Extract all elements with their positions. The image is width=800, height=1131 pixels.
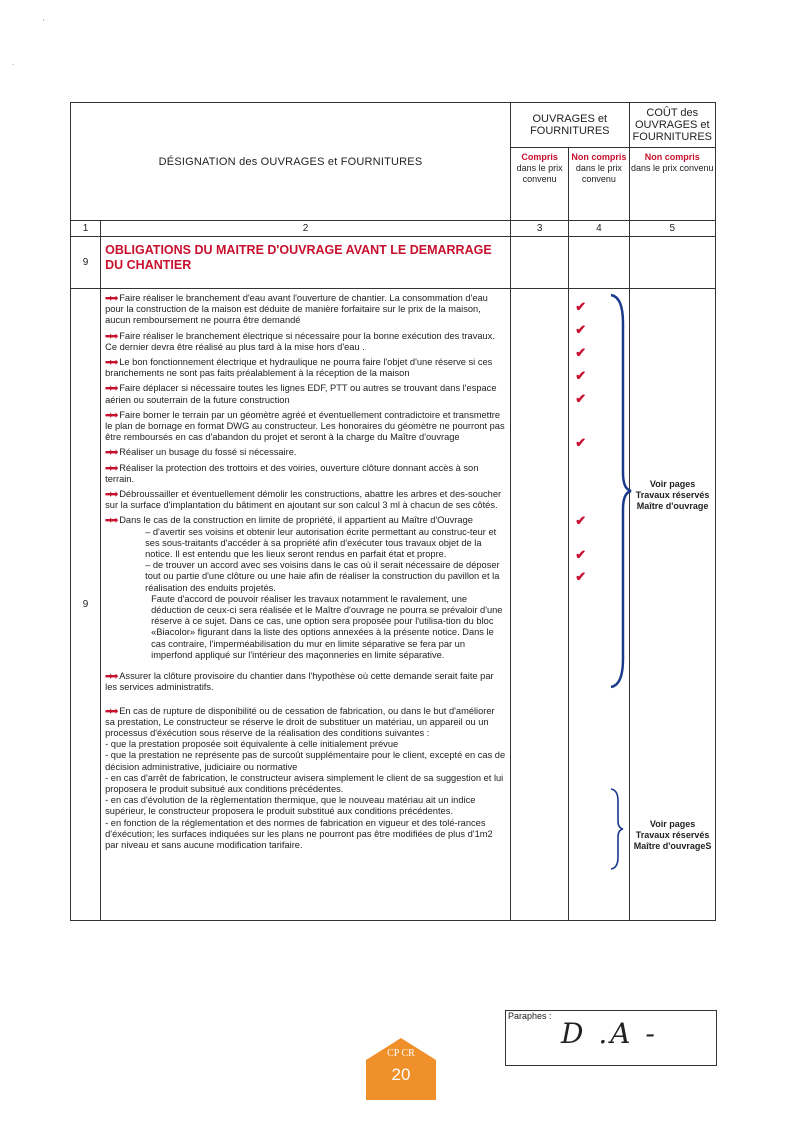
list-item: ➡➡ Faire réaliser le branchement d'eau avant l'ouverture de chantier. La consommation d'eau pour la construction de la maison est déduite de manière forfaitaire sur le prix de la maison, aucun remboursement ne pourra être demandé xyxy=(105,293,488,326)
header-ouvrages: OUVRAGES et FOURNITURES xyxy=(511,103,630,148)
list-item: ➡➡ Faire borner le terrain par un géomètre agréé et éventuellement contradictoire et transmettre le plan de bornage en format DWG au constructeur. Les honoraires du géomètre ne pourront pas être remboursés en cas d'abandon du projet et seront à la charge du Maître d'ouvrage xyxy=(105,409,505,443)
cell-cost xyxy=(629,289,715,921)
mitoyen-sub2: – de trouver un accord avec ses voisins dans le cas où il serait nécessaire de déposer tout ou partie d'une clôture ou une haie afin de réaliser la construction du pavillon et la réalisation des enduits projetés. xyxy=(145,560,500,593)
signature: D .A - xyxy=(561,1017,658,1050)
mitoyen-sub3: Faute d'accord de pouvoir réaliser les travaux notamment le ravalement, une déduction de ceux-ci sera réalisée et le Maître d'ouvrage ne pourra se prévaloir d'une réserve à ce sujet. Dans ce cas, une option sera proposée pour l'utilisa-tion du bloc «Biacolor» figurant dans la liste des options annexées à la présente notice. Dans le cas contraire, l'imperméabilisation du mur en limite séparative se fera par un imperfond appliqué sur l'intérieur des maçonneries en limite séparative. xyxy=(151,593,503,660)
arrow-icon: ➡➡ xyxy=(105,447,117,458)
header-non-compris-cost: Non compris dans le prix convenu xyxy=(629,148,715,221)
check-icon: ✔ xyxy=(575,569,587,584)
house-logo xyxy=(366,1038,436,1100)
check-icon: ✔ xyxy=(575,345,587,360)
cell-compris xyxy=(511,289,569,921)
header-designation: DÉSIGNATION des OUVRAGES et FOURNITURES xyxy=(71,103,511,221)
arrow-icon: ➡➡ xyxy=(105,383,117,394)
header-compris: Compris dans le prix convenu xyxy=(511,148,569,221)
arrow-icon: ➡➡ xyxy=(105,357,117,368)
arrow-icon: ➡➡ xyxy=(105,293,117,303)
list-item: ➡➡ Faire réaliser le branchement électrique si nécessaire pour la bonne exécution des travaux. Ce dernier devra être réalisé au plus tard à la mise hors d'eau . xyxy=(105,330,495,352)
scan-mark: ' xyxy=(43,18,45,27)
logo-text: CP CR xyxy=(387,1048,415,1059)
voir-pages-note: Voir pages Travaux réservés Maître d'ouvrage xyxy=(635,479,710,511)
check-icon: ✔ xyxy=(575,299,587,314)
page-number: 20 xyxy=(391,1065,411,1084)
col-number: 2 xyxy=(101,221,511,237)
list-item: ➡➡ Réaliser un busage du fossé si nécessaire. xyxy=(105,447,297,458)
cell-empty xyxy=(629,237,715,289)
obligations-text xyxy=(101,289,511,921)
list-item-rupture: ➡➡ En cas de rupture de disponibilité ou de cessation de fabrication, ou dans le but d'améliorer sa prestation, Le constructeur se réserve le droit de substituer un matériau, un appareil ou un processus d'éxécution sous réserve de la réalisation des conditions suivantes : - que la prestation proposée soit équivalente à celle initialement prévue - que la prestation ne représente pas de surcoût supplémentaire pour le client, excepté en cas de décision administrative, judiciaire ou normative - en cas d'arrêt de fabrication, le constructeur avisera simplement le client de sa suggestion et lui proposera le produit subsitué aux conditions précédentes. - en cas d'évolution de la règlementation thermique, que le nouveau matériau ait un indice supérieur, le constructeur proposera le produit substitué aux conditions précédentes. - en fonction de la réglementation et des normes de fabrication en vigueur et des tolé-rances d'éxécution; les surfaces indiquées sur les plans ne pourront pas être modifiées de plus d'1m2 par niveau et sans aucune modification tarifaire. xyxy=(105,705,506,850)
check-icon: ✔ xyxy=(575,547,587,562)
arrow-icon: ➡➡ xyxy=(105,705,117,716)
col-number: 5 xyxy=(629,221,715,237)
col-number: 4 xyxy=(569,221,629,237)
list-item-mitoyen: ➡➡ Dans le cas de la construction en limite de propriété, il appartient au Maître d'Ouvrage – d'avertir ses voisins et obtenir leur autorisation écrite permettant au construc-teur et ses sous-traitants d'accéder à sa propriété afin d'exécuter tous travaux objet de la notice. Il est entendu que les lieux seront rendus en parfait état et propre. – de trouver un accord avec ses voisins dans le cas où il serait nécessaire de déposer tout ou partie d'une clôture ou une haie afin de réaliser la construction du pavillon et la réalisation des enduits projetés. Faute d'accord de pouvoir réaliser les travaux notamment le ravalement, une déduction de ceux-ci sera réalisée et le Maître d'ouvrage ne pourra se prévaloir d'une réserve à ce sujet. Dans ce cas, une option sera proposée pour l'utilisa-tion du bloc «Biacolor» figurant dans la liste des options annexées à la présente notice. Dans le cas contraire, l'imperméabilisation du mur en limite séparative se fera par un imperfond appliqué sur l'intérieur des maçonneries en limite séparative. xyxy=(105,515,506,661)
list-item: ➡➡ Assurer la clôture provisoire du chantier dans l'hypothèse où cette demande serait faite par les services administratifs. xyxy=(105,671,494,693)
check-icon: ✔ xyxy=(575,513,587,528)
curly-brace-icon xyxy=(609,787,625,871)
list-item: ➡➡ Réaliser la protection des trottoirs et des voiries, ouverture clôture donnant accès à son terrain. xyxy=(105,462,479,484)
paraphes-box xyxy=(505,1010,717,1066)
cell-empty xyxy=(569,237,629,289)
check-icon: ✔ xyxy=(575,435,587,450)
arrow-icon: ➡➡ xyxy=(105,671,117,682)
arrow-icon: ➡➡ xyxy=(105,489,117,500)
arrow-icon: ➡➡ xyxy=(105,462,117,473)
check-icon: ✔ xyxy=(575,322,587,337)
header-cout: COÛT des OUVRAGES et FOURNITURES xyxy=(629,103,715,148)
list-item: ➡➡ Débroussailler et éventuellement démolir les constructions, abattre les arbres et des-soucher sur la surface d'implantation du bâtiment en ajoutant sur son calcul 3 ml à chacun de ses côtés. xyxy=(105,489,502,511)
list-item: ➡➡ Faire déplacer si nécessaire toutes les lignes EDF, PTT ou autres se trouvant dans l'espace aérien ou souterrain de la future construction xyxy=(105,383,497,405)
cell-non-compris xyxy=(569,289,629,921)
list-item: ➡➡ Le bon fonctionnement électrique et hydraulique ne pourra faire l'objet d'une réserve si ces branchements ne sont pas faits préalablement à la réception de la maison xyxy=(105,357,493,379)
col-number: 3 xyxy=(511,221,569,237)
section-title: OBLIGATIONS DU MAITRE D'OUVRAGE AVANT LE DEMARRAGE DU CHANTIER xyxy=(101,237,511,289)
header-non-compris: Non compris dans le prix convenu xyxy=(569,148,629,221)
body-row-number: 9 xyxy=(71,289,101,921)
check-icon: ✔ xyxy=(575,391,587,406)
paraphes-label: Paraphes : xyxy=(508,1011,552,1021)
works-table xyxy=(70,102,716,921)
cell-empty xyxy=(511,237,569,289)
voir-pages-note: Voir pages Travaux réservés Maître d'ouvrageS xyxy=(633,819,712,851)
col-number: 1 xyxy=(71,221,101,237)
arrow-icon: ➡➡ xyxy=(105,409,117,420)
check-icon: ✔ xyxy=(575,368,587,383)
scan-mark: . xyxy=(12,58,15,67)
arrow-icon: ➡➡ xyxy=(105,515,117,526)
mitoyen-sub1: – d'avertir ses voisins et obtenir leur autorisation écrite permettant au construc-teur et ses sous-traitants d'accéder à sa propriété afin d'exécuter tous travaux objet de la notice. Il est entendu que les lieux seront rendus en parfait état et propre. xyxy=(145,526,497,560)
arrow-icon: ➡➡ xyxy=(105,330,117,341)
section-number: 9 xyxy=(71,237,101,289)
